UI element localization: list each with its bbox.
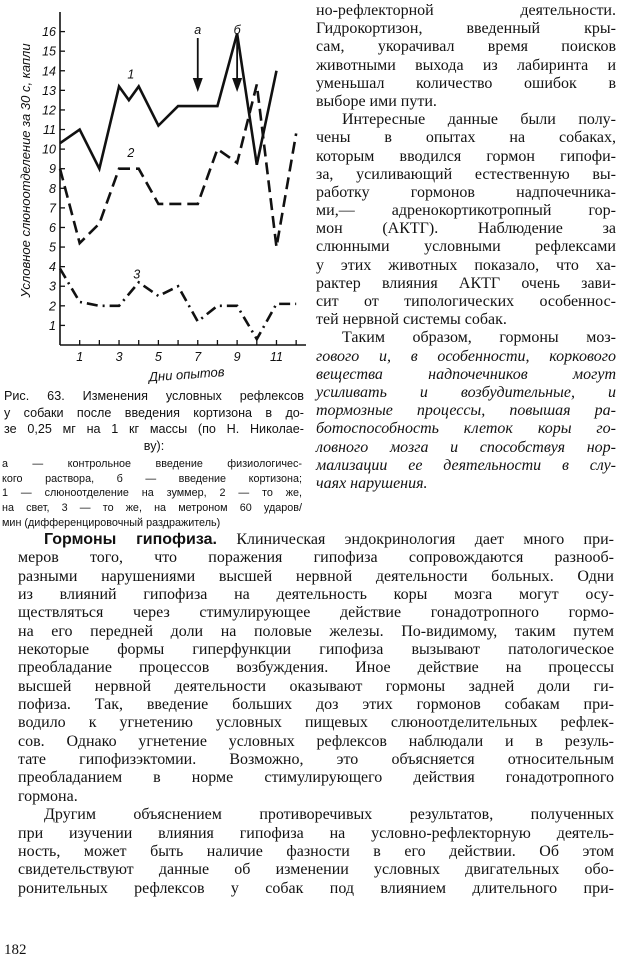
- x-tick-label: 1: [76, 350, 84, 364]
- text-line: сит от типологических особеннос-: [316, 293, 616, 310]
- text-line: животными выхода из лабиринта и: [316, 56, 616, 74]
- y-tick-label: 9: [49, 162, 56, 177]
- series-line-3: [60, 269, 296, 340]
- text-line: гормона.: [18, 787, 78, 805]
- text-line: некоторые формы гиперфункции гипофиза вызывают патологическое: [18, 641, 614, 659]
- y-tick-label: 8: [49, 181, 56, 196]
- text-line: Интересные данные были полу-: [342, 111, 616, 129]
- y-tick-label: 2: [49, 299, 56, 314]
- figure-legend: [2, 457, 302, 531]
- caption-line: ву):: [143, 438, 165, 453]
- caption-line: зе 0,25 мг на 1 кг массы (по Н. Николае-: [4, 422, 304, 436]
- text-line: преобладанием в норме стимулирующего действия гонадотропного: [18, 769, 614, 787]
- legend-line: а — контрольное введение физиологичес-: [2, 458, 302, 470]
- text-line: слюнными условными рефлексами: [316, 238, 616, 256]
- text-line: ронительных рефлексов у собак под влиянием длительного при-: [18, 879, 614, 897]
- annotation-label: а: [194, 23, 202, 37]
- y-tick-label: 6: [49, 220, 56, 235]
- text-line: при изучении влияния гипофиза на условно-рефлекторную деятель-: [18, 824, 614, 842]
- text-line: у этих животных показало, что ха-: [316, 256, 616, 274]
- y-tick-label: 16: [42, 25, 56, 40]
- text-line: усиливать и возбудительные, и: [316, 383, 616, 401]
- legend-line: 1 — слюноотделение на зуммер, 2 — то же,: [2, 487, 302, 500]
- series-label: 1: [127, 67, 135, 82]
- text-line: чены в опытах на собаках,: [316, 129, 616, 147]
- text-line: ность, может быть наличие фазности в его действии. Об этом: [18, 842, 614, 860]
- series-line-1: [60, 34, 276, 169]
- text-line: ществляться через стимулирующее действие гонадотропного гормо-: [18, 604, 614, 622]
- text-line: тормозные процессы, повышая ра-: [316, 402, 616, 420]
- text-line: свидетельствуют данные об изменении условных двигательных обо-: [18, 861, 614, 879]
- body-text: [18, 531, 614, 898]
- x-tick-label: 11: [269, 350, 283, 364]
- text-line: которым вводился гормон гипофи-: [316, 147, 616, 165]
- text-line: ми,— адренокортикотропный гор-: [316, 202, 616, 220]
- right-column-text: [316, 2, 616, 493]
- x-tick-label: 7: [194, 350, 202, 364]
- annotation-arrow-head: [193, 78, 203, 92]
- text-line: ботоспособность клеток коры го-: [316, 420, 616, 438]
- text-line: на его передней доли на половые железы. По-видимому, таким путем: [18, 622, 614, 640]
- y-tick-label: 4: [49, 260, 56, 275]
- x-tick-label: 5: [154, 350, 162, 364]
- text-line: Таким образом, гормоны моз-: [342, 329, 616, 347]
- text-line: тате гипофизэктомии. Возможно, это объясняется относительным: [18, 751, 614, 769]
- figure-caption: [4, 388, 304, 454]
- text-line: ловного мозга и способствуя нор-: [316, 438, 616, 456]
- text-line: чаях нарушения.: [316, 474, 428, 492]
- page-number: 182: [4, 942, 27, 958]
- text-line: [18, 531, 614, 549]
- y-axis-label: Условное слюноотделение за 30 с, капли: [18, 43, 33, 298]
- caption-line: у собаки после введения кортизона в до-: [4, 405, 304, 420]
- text-line: выборе ими пути.: [316, 92, 437, 110]
- text-line: пофиза. Так, введение больших доз этих гормонов собакам при-: [18, 696, 614, 714]
- text-line: мон (АКТГ). Наблюдение за: [316, 220, 616, 238]
- text-line: разными нарушениями высшей нервной деятельности больных. Одни: [18, 567, 614, 585]
- text-line: за, усиливающий естественную вы-: [316, 165, 616, 183]
- y-tick-label: 3: [49, 279, 56, 294]
- figure-63-chart: [0, 0, 316, 388]
- series-label: 2: [127, 145, 135, 160]
- text-line: сам, укорачивал время поисков: [316, 38, 616, 56]
- y-tick-label: 1: [49, 318, 56, 333]
- text-line: преобладание процессов возбуждения. Иное действие на процессы: [18, 659, 614, 677]
- y-tick-label: 11: [43, 123, 56, 138]
- text-line: водило к угнетению условных пищевых слюноотделительных рефлек-: [18, 714, 614, 732]
- text-line: сов. Однако угнетение условных рефлексов наблюдали и в резуль-: [18, 732, 614, 750]
- text-line: тей нервной системы собак.: [316, 311, 507, 329]
- text-line: высшей нервной деятельности оказывают гормоны задней доли ги-: [18, 677, 614, 695]
- text-line: гового и, в особенности, коркового: [316, 347, 616, 365]
- series-label: 3: [133, 267, 141, 282]
- y-tick-label: 12: [42, 103, 56, 118]
- series-line-2: [60, 84, 296, 247]
- y-tick-label: 5: [49, 240, 56, 255]
- text-line: Другим объяснением противоречивых результатов, полученных: [44, 806, 614, 824]
- x-tick-label: 3: [115, 350, 123, 364]
- y-tick-label: 13: [42, 83, 56, 98]
- y-tick-label: 15: [42, 44, 56, 59]
- text-line: мализации ее деятельности в слу-: [316, 456, 616, 474]
- annotation-label: б: [233, 23, 241, 37]
- caption-line: Рис. 63. Изменения условных рефлексов: [4, 389, 304, 403]
- text-line: рактер влияния АКТГ очень зави-: [316, 274, 616, 292]
- annotation-arrow-head: [232, 78, 242, 92]
- section-heading: Гормоны гипофиза.: [44, 531, 217, 548]
- x-tick-label: 9: [233, 350, 241, 364]
- text-line: вещества надпочечников могут: [316, 365, 616, 383]
- text-line: уменьшал количество ошибок в: [316, 74, 616, 92]
- y-tick-label: 7: [49, 201, 56, 216]
- legend-line: мин (дифференцировочный раздражитель): [2, 516, 221, 529]
- text-line: но-рефлекторной деятельности.: [316, 2, 616, 19]
- text-fragment: Клиническая эндокринология дает много при-: [236, 531, 615, 548]
- text-line: меров того, что поражения гипофиза сопровождаются разнооб-: [18, 549, 614, 567]
- text-line: из влияний гипофиза на деятельность коры мозга могут осу-: [18, 586, 614, 604]
- legend-line: на свет, 3 — то же, на метроном 60 ударов/: [2, 502, 302, 515]
- y-tick-label: 10: [42, 142, 56, 157]
- legend-line: кого раствора, б — введение кортизона;: [2, 472, 302, 485]
- text-line: Гидрокортизон, введенный кры-: [316, 20, 616, 38]
- text-line: работку гормонов надпочечника-: [316, 183, 616, 201]
- x-axis-label: Дни опытов: [148, 364, 226, 385]
- y-tick-label: 14: [42, 64, 56, 79]
